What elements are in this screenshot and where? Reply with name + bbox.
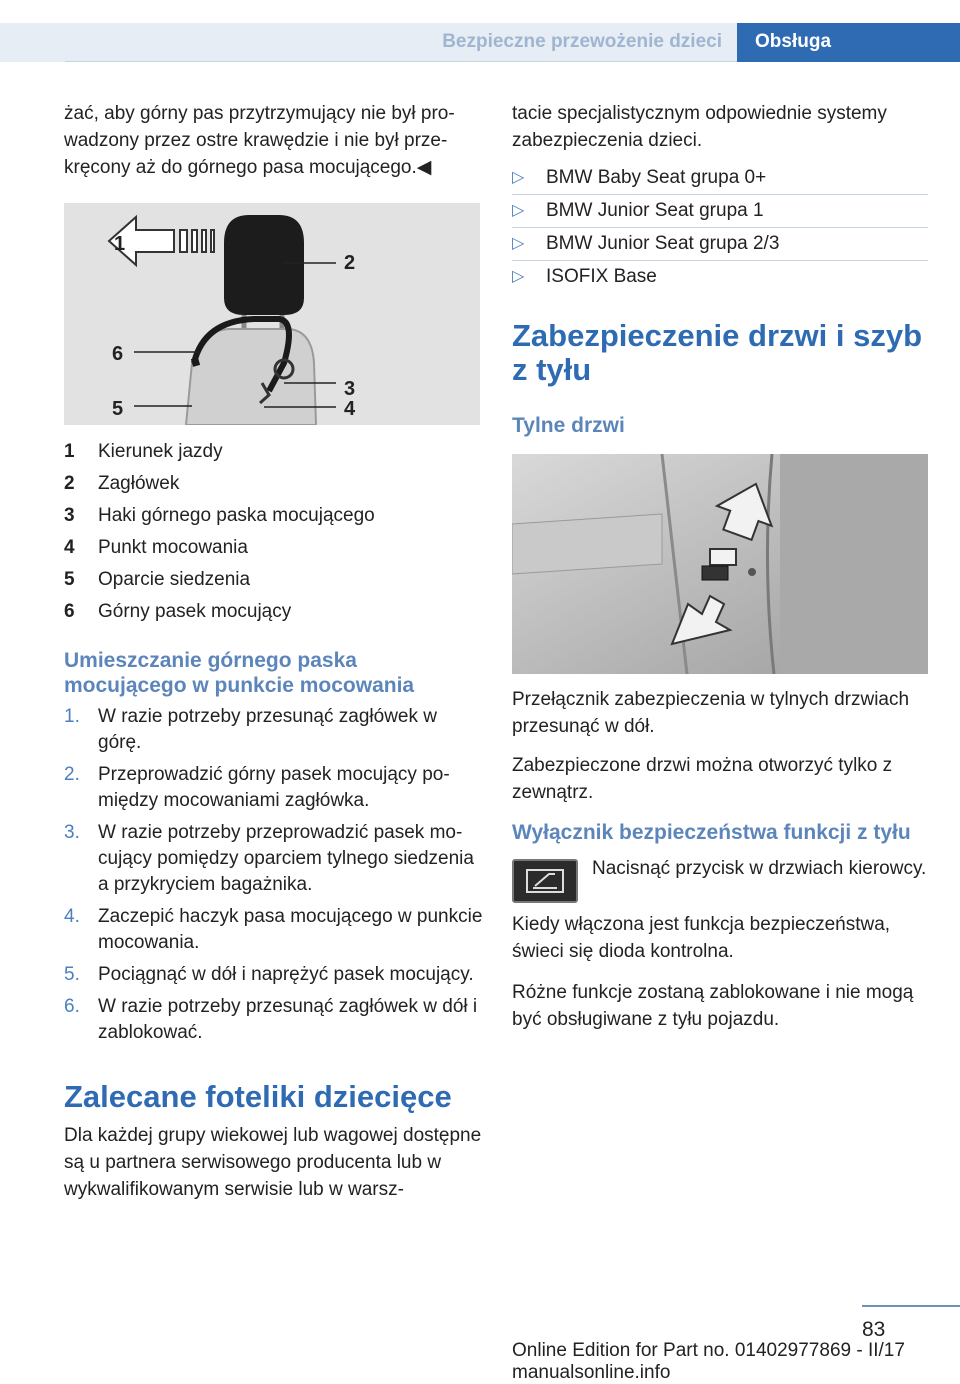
- safety-switch-text: Nacisnąć przycisk w drzwiach kierowcy.: [592, 858, 927, 879]
- seat-item-text: ISOFIX Base: [546, 266, 657, 287]
- triangle-bullet-icon: ▷: [512, 169, 525, 186]
- step-text: Przeprowadzić górny pasek mocujący pomiędzy mocowaniami zagłówka.: [98, 764, 450, 811]
- figure-legend: [64, 436, 484, 628]
- legend-text: Punkt mocowania: [98, 537, 248, 558]
- seat-item: [512, 261, 928, 293]
- footer-rule: [862, 1305, 960, 1307]
- door-lock-illustration: [512, 454, 928, 674]
- page-number: 83: [862, 1318, 886, 1341]
- step-item: [64, 994, 484, 1046]
- callout-1: 1: [114, 233, 126, 255]
- step-item: [64, 704, 484, 756]
- legend-text: Górny pasek mocujący: [98, 601, 292, 622]
- step-item: [64, 904, 484, 956]
- legend-num: 6: [64, 601, 75, 622]
- step-num: 2.: [64, 764, 80, 785]
- legend-num: 1: [64, 441, 75, 462]
- heading-door-window-lock: Zabezpieczenie drzwi i szyb z tyłu: [512, 318, 923, 387]
- seat-item-text: BMW Baby Seat grupa 0+: [546, 167, 767, 188]
- triangle-bullet-icon: ▷: [512, 202, 525, 219]
- child-seat-tether-figure: [64, 203, 480, 425]
- triangle-bullet-icon: ▷: [512, 235, 525, 252]
- seat-item-text: BMW Junior Seat grupa 1: [546, 200, 764, 221]
- step-num: 5.: [64, 964, 80, 985]
- header-chapter-tab[interactable]: Obsługa: [737, 23, 960, 62]
- rear-door-lock-figure: [512, 454, 928, 674]
- legend-item: [64, 564, 484, 596]
- left-column: [64, 100, 484, 1203]
- legend-item: [64, 436, 484, 468]
- heading-recommended-seats: Zalecane foteliki dziecięce: [64, 1079, 452, 1114]
- legend-num: 4: [64, 537, 75, 558]
- right-intro-paragraph: tacie specjalistycznym odpowiednie systemy zabezpieczenia dzieci.: [512, 103, 887, 151]
- locked-functions-note: Różne funkcje zostaną zablokowane i nie mogą być obsługiwane z tyłu pojazdu.: [512, 982, 914, 1030]
- step-num: 3.: [64, 822, 80, 843]
- legend-item: [64, 596, 484, 628]
- recommended-seats-paragraph: Dla każdej grupy wiekowej lub wagowej dostępne są u partnera serwisowego producenta lub w wykwalifikowanym serwisie lub w warsz-: [64, 1125, 482, 1200]
- step-text: Zaczepić haczyk pasa mocującego w punkcie mocowania.: [98, 906, 483, 953]
- safety-switch-row: [512, 855, 928, 903]
- legend-text: Kierunek jazdy: [98, 441, 223, 462]
- legend-text: Zagłówek: [98, 473, 180, 494]
- step-num: 6.: [64, 996, 80, 1017]
- step-text: W razie potrzeby przeprowadzić pasek mocujący pomiędzy oparciem tylnego siedzenia a przykryciem bagażnika.: [98, 822, 474, 895]
- window-lock-button-icon: [512, 859, 578, 903]
- seat-item-text: BMW Junior Seat grupa 2/3: [546, 233, 780, 254]
- callout-3: 3: [344, 378, 356, 400]
- legend-text: Haki górnego paska mocującego: [98, 505, 375, 526]
- safety-led-note: Kiedy włączona jest funkcja bezpieczeństwa, świeci się dioda kontrolna.: [512, 914, 891, 962]
- child-seat-list: [512, 162, 928, 293]
- header-section-title: Bezpieczne przewożenie dzieci: [442, 31, 722, 52]
- seat-item: [512, 195, 928, 227]
- callout-2: 2: [344, 252, 356, 274]
- legend-num: 3: [64, 505, 75, 526]
- legend-item: [64, 468, 484, 500]
- subheading-mounting: Umieszczanie górnego paska mocującego w punkcie mocowania: [64, 649, 415, 697]
- seat-item: [512, 162, 928, 194]
- step-text: W razie potrzeby przesunąć zagłówek w górę.: [98, 706, 437, 753]
- legend-num: 2: [64, 473, 75, 494]
- door-lock-note: Zabezpieczone drzwi można otworzyć tylko z zewnątrz.: [512, 755, 893, 803]
- step-text: W razie potrzeby przesunąć zagłówek w dół i zablokować.: [98, 996, 478, 1043]
- watermark: Online Edition for Part no. 01402977869 - II/17 manualsonline.info: [512, 1340, 905, 1383]
- subheading-safety-switch: Wyłącznik bezpieczeństwa funkcji z tyłu: [512, 821, 911, 844]
- page-header: [0, 0, 960, 62]
- callout-5: 5: [112, 398, 124, 420]
- right-column: [512, 100, 928, 1033]
- step-text: Pociągnąć w dół i naprężyć pasek mocujący.: [98, 964, 474, 985]
- callout-6: 6: [112, 343, 124, 365]
- legend-item: [64, 500, 484, 532]
- legend-num: 5: [64, 569, 75, 590]
- step-num: 1.: [64, 706, 80, 727]
- header-rule: [65, 61, 737, 62]
- step-item: [64, 762, 484, 814]
- callout-4: 4: [344, 398, 356, 420]
- step-num: 4.: [64, 906, 80, 927]
- step-item: [64, 962, 484, 988]
- mounting-steps: [64, 704, 484, 1046]
- legend-item: [64, 532, 484, 564]
- step-item: [64, 820, 484, 898]
- legend-text: Oparcie siedzenia: [98, 569, 251, 590]
- triangle-bullet-icon: ▷: [512, 268, 525, 285]
- tether-illustration: [64, 203, 480, 425]
- door-lock-caption: Przełącznik zabezpieczenia w tylnych drzwiach przesunąć w dół.: [512, 689, 910, 737]
- intro-paragraph: żać, aby górny pas przytrzymujący nie był prowadzony przez ostre krawędzie i nie był przekręcony aż do górnego pasa mocującego.◀: [64, 103, 455, 178]
- seat-item: [512, 228, 928, 260]
- subheading-rear-doors: Tylne drzwi: [512, 414, 625, 437]
